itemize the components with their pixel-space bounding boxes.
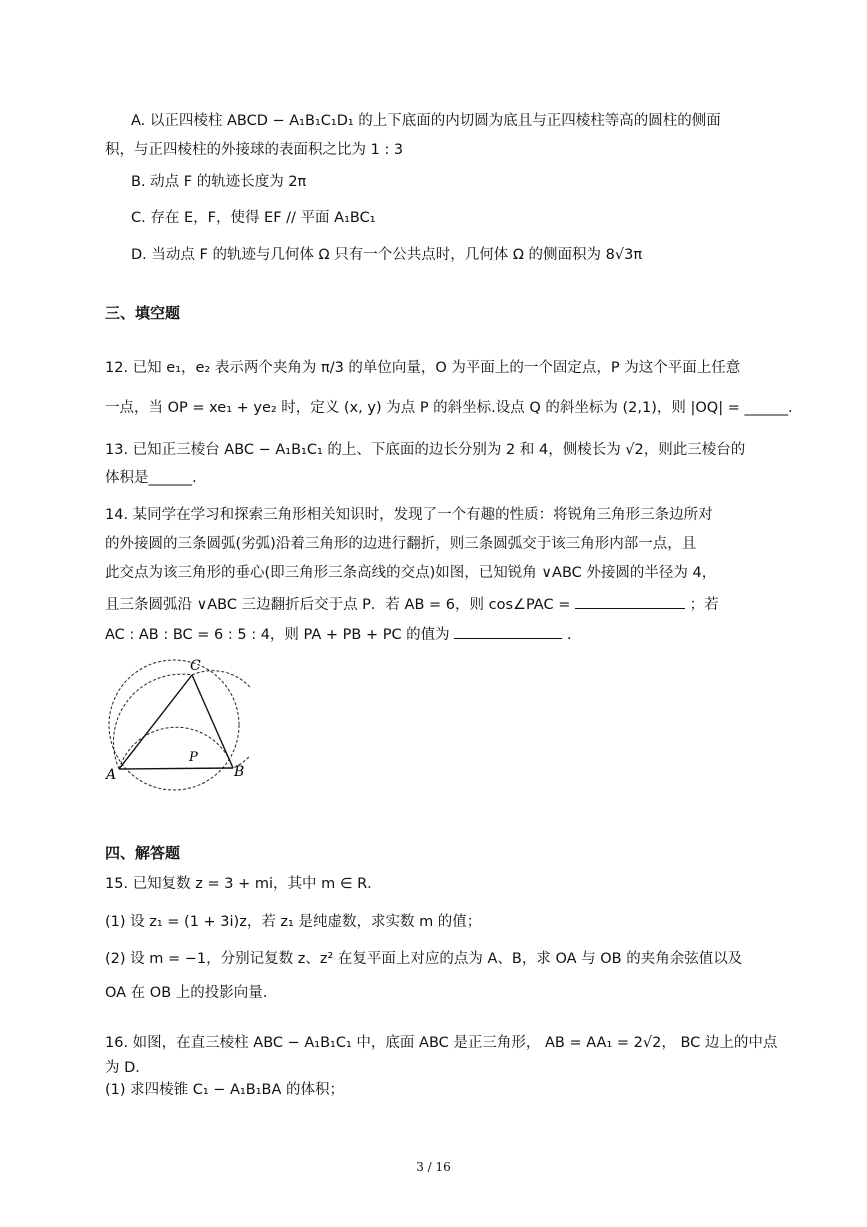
question-14-line1: 14. 某同学在学习和探索三角形相关知识时，发现了一个有趣的性质：将锐角三角形三条边所对 (105, 507, 713, 523)
label-c: C (190, 658, 201, 674)
page-number: 3 / 16 (416, 1160, 451, 1174)
side-ac (119, 675, 192, 769)
question-13-line1: 13. 已知正三棱台 ABC − A₁B₁C₁ 的上、下底面的边长分别为 2 和 4，侧棱长为 √2，则此三棱台的 (105, 442, 746, 458)
question-12-line2: 一点，当 OP = xe₁ + ye₂ 时，定义 (x, y) 为点 P 的斜坐标.设点 Q 的斜坐标为 (2,1)，则 |OQ| = ______. (105, 400, 793, 416)
question-14-line5-text: AC : AB : BC = 6 : 5 : 4，则 PA + PB + PC 的值为 (105, 627, 450, 643)
question-14-line5 (105, 624, 572, 645)
triangle-circumcircle-figure (100, 655, 250, 805)
question-15-part2-line2: OA 在 OB 上的投影向量. (105, 985, 268, 1001)
section-heading-solutions: 四、解答题 (105, 844, 181, 862)
question-16-line2-label: 为 D． (105, 1060, 150, 1076)
label-b: B (234, 764, 245, 780)
option-d: D. 当动点 F 的轨迹与几何体 Ω 只有一个公共点时，几何体 Ω 的侧面积为 8√3π (131, 247, 643, 263)
question-14-line3: 此交点为该三角形的垂心(即三角形三条高线的交点)如图，已知锐角 ∨ABC 外接圆的半径为 4， (105, 565, 717, 581)
question-15-part1: (1) 设 z₁ = (1 + 3i)z，若 z₁ 是纯虚数，求实数 m 的值； (105, 914, 482, 930)
question-12-line1: 12. 已知 e₁，e₂ 表示两个夹角为 π/3 的单位向量，O 为平面上的一个固定点，P 为这个平面上任意 (105, 360, 741, 376)
question-14-line4-text: 且三条圆弧沿 ∨ABC 三边翻折后交于点 P．若 AB = 6，则 cos∠PAC = (105, 597, 571, 613)
question-13-line2: 体积是______. (105, 470, 197, 486)
question-14-line4-tail: ；若 (689, 597, 719, 613)
answer-blank-sum[interactable] (454, 624, 562, 639)
question-16-part1: (1) 求四棱锥 C₁ − A₁B₁BA 的体积； (105, 1082, 345, 1098)
circumcircle (109, 660, 239, 790)
option-c: C. 存在 E，F，使得 EF // 平面 A₁BC₁ (131, 210, 376, 226)
question-15-line1: 15. 已知复数 z = 3 + mi，其中 m ∈ R． (105, 876, 382, 892)
option-b: B. 动点 F 的轨迹长度为 2π (131, 174, 307, 190)
folded-arc-bc (192, 671, 250, 768)
question-16-line2-text (105, 1058, 150, 1078)
answer-blank-cos[interactable] (575, 594, 685, 609)
question-14-line4 (105, 594, 719, 615)
label-p: P (189, 750, 198, 765)
question-15-part2-line1: (2) 设 m = −1，分别记复数 z、z² 在复平面上对应的点为 A、B，求 OA 与 OB 的夹角余弦值以及 (105, 951, 743, 967)
question-14-line5-tail: . (566, 627, 572, 643)
question-16-line1: 16. 如图，在直三棱柱 ABC − A₁B₁C₁ 中，底面 ABC 是正三角形， AB = AA₁ = 2√2， BC 边上的中点 (105, 1035, 778, 1051)
label-a: A (106, 767, 117, 783)
side-ab (119, 768, 233, 769)
option-a-line2: 积，与正四棱柱的外接球的表面积之比为 1 : 3 (105, 142, 404, 158)
question-14-line2: 的外接圆的三条圆弧(劣弧)沿着三角形的边进行翻折，则三条圆弧交于该三角形内部一点，且 (105, 536, 697, 552)
side-bc (192, 675, 233, 768)
option-a-line1: A. 以正四棱柱 ABCD − A₁B₁C₁D₁ 的上下底面的内切圆为底且与正四棱柱等高的圆柱的侧面 (131, 113, 721, 129)
section-heading-fill-in: 三、填空题 (105, 304, 181, 322)
